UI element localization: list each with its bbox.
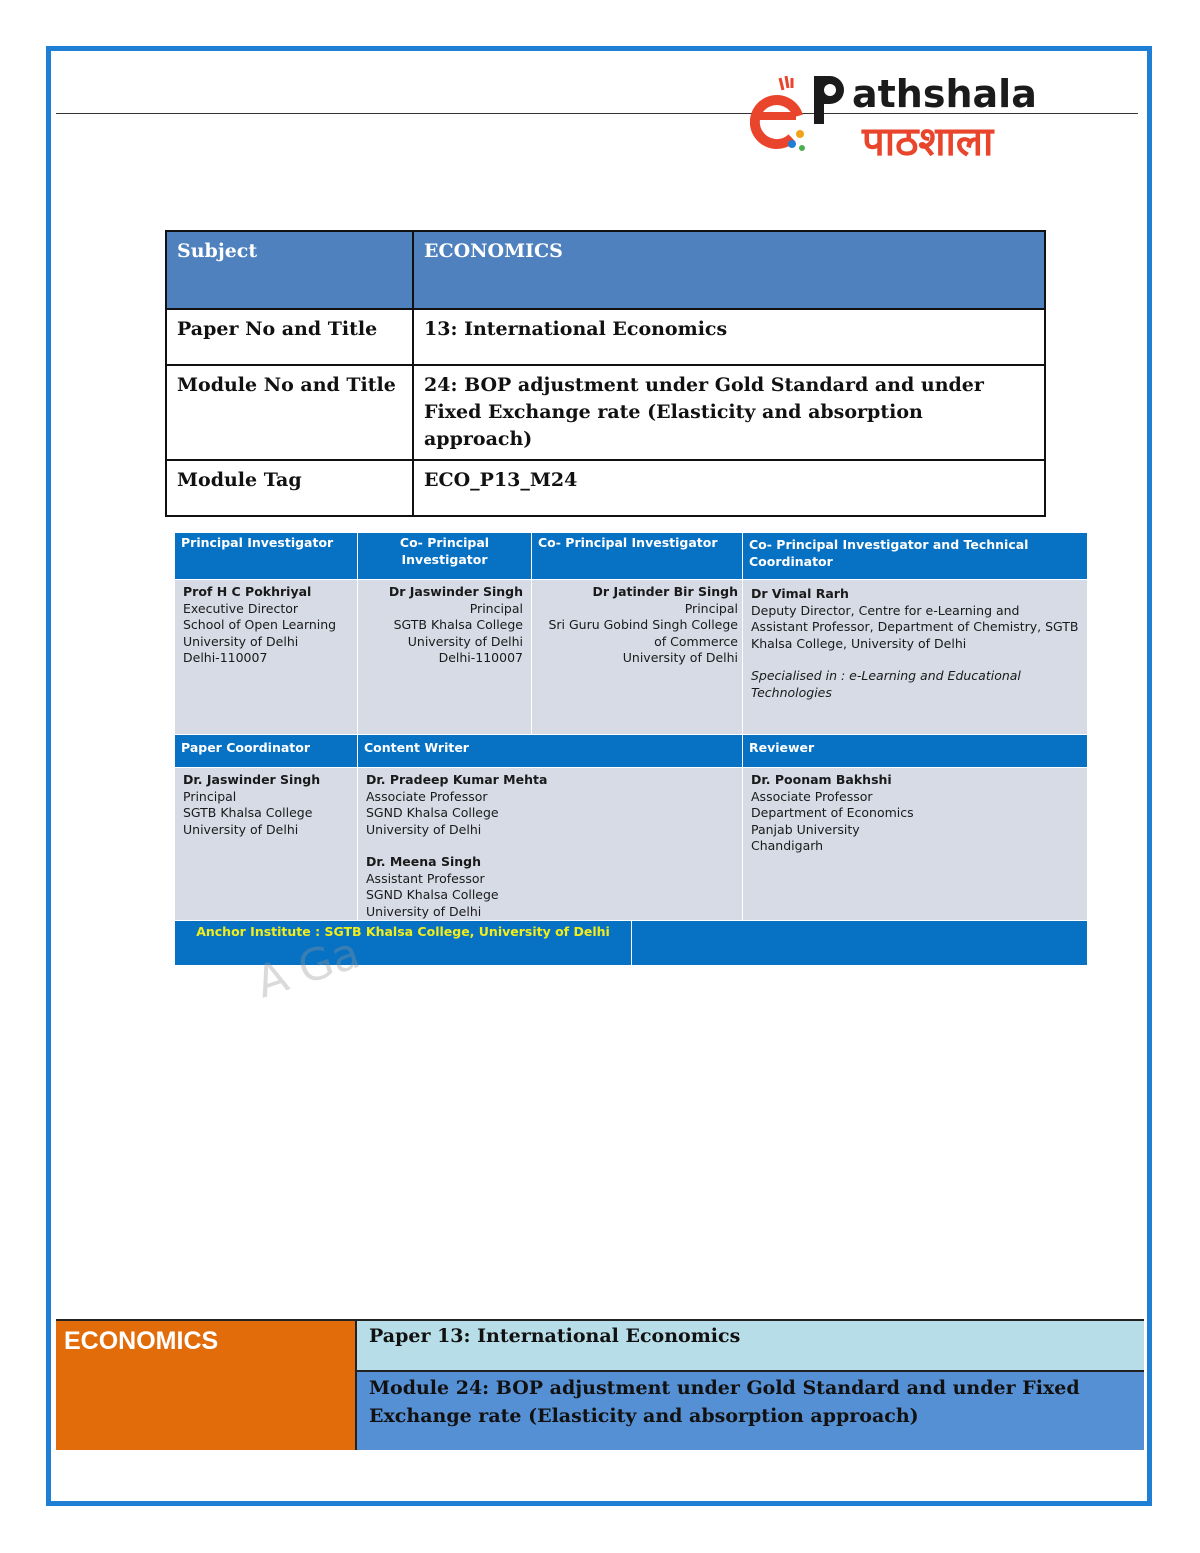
paper-coordinator-name: Dr. Jaswinder Singh	[183, 772, 321, 787]
content-writer-line: University of Delhi	[366, 821, 482, 837]
pi-line: Executive Director	[183, 600, 299, 616]
reviewer-line: Associate Professor	[751, 788, 873, 804]
copi-3-cell	[743, 580, 1087, 734]
footer-subject-box	[56, 1319, 357, 1450]
copi-2-line: Principal	[684, 600, 738, 616]
content-writer-line: Assistant Professor	[366, 870, 485, 886]
info-row-paper	[166, 309, 1045, 365]
watermark: A Ga	[250, 927, 366, 1009]
reviewer-line: Department of Economics	[751, 805, 914, 820]
copi-2-cell	[532, 580, 742, 734]
info-value: ECONOMICS	[413, 231, 1045, 309]
header-copi-1: Co- Principal Investigator	[358, 533, 531, 579]
header-pi: Principal Investigator	[175, 533, 357, 579]
info-value: 13: International Economics	[413, 309, 1045, 365]
info-row-module	[166, 365, 1045, 460]
info-label: Subject	[166, 231, 413, 309]
logo-text-hi: पाठशाला	[862, 119, 994, 165]
credits-table	[175, 533, 1087, 965]
copi-3-desc: Deputy Director, Centre for e-Learning and Assistant Professor, Department of Chemistry, SGTB Khalsa College, University of Delhi	[751, 602, 1079, 651]
epathshala-logo	[750, 66, 1100, 166]
copi-3-specialised: Specialised in : e-Learning and Educational Technologies	[751, 668, 1021, 700]
pi-line: Delhi-110007	[183, 650, 268, 665]
content-writer-line: University of Delhi	[366, 903, 482, 919]
header-copi-2: Co- Principal Investigator	[532, 533, 742, 579]
info-label: Module Tag	[166, 460, 413, 516]
content-writer-name: Dr. Pradeep Kumar Mehta	[366, 772, 548, 787]
info-value: 24: BOP adjustment under Gold Standard and under Fixed Exchange rate (Elasticity and absorption approach)	[413, 365, 1045, 460]
content-writer-line: Associate Professor	[366, 788, 488, 804]
copi-1-line: Delhi-110007	[438, 650, 523, 665]
logo-p-icon	[806, 72, 850, 128]
paper-coordinator-cell	[175, 768, 357, 920]
header-content-writer: Content Writer	[358, 735, 742, 767]
paper-coordinator-line: SGTB Khalsa College	[183, 805, 313, 820]
pi-name: Prof H C Pokhriyal	[183, 584, 312, 599]
footer-subject: ECONOMICS	[64, 1327, 219, 1355]
content-writer-cell	[358, 768, 742, 920]
content-writer-name: Dr. Meena Singh	[366, 854, 481, 869]
copi-2-line: Sri Guru Gobind Singh College of Commerce	[548, 617, 738, 649]
copi-1-line: Principal	[469, 600, 523, 616]
paper-coordinator-line: Principal	[183, 788, 237, 804]
reviewer-cell	[743, 768, 1087, 920]
copi-1-cell	[358, 580, 531, 734]
logo-e-icon	[750, 76, 806, 166]
info-row-tag	[166, 460, 1045, 516]
copi-1-line: SGTB Khalsa College	[393, 617, 523, 632]
copi-2-line: University of Delhi	[622, 650, 738, 665]
header-paper-coordinator: Paper Coordinator	[175, 735, 357, 767]
copi-1-line: University of Delhi	[407, 633, 523, 649]
copi-1-name: Dr Jaswinder Singh	[388, 584, 523, 599]
info-label: Paper No and Title	[166, 309, 413, 365]
info-row-subject	[166, 231, 1045, 309]
reviewer-line: Chandigarh	[751, 838, 824, 853]
paper-coordinator-line: University of Delhi	[183, 821, 299, 837]
reviewer-line: Panjab University	[751, 821, 860, 837]
footer-module: Module 24: BOP adjustment under Gold Standard and under Fixed Exchange rate (Elasticity and absorption approach)	[357, 1372, 1144, 1450]
copi-2-name: Dr Jatinder Bir Singh	[592, 584, 738, 599]
info-label: Module No and Title	[166, 365, 413, 460]
copi-3-name: Dr Vimal Rarh	[751, 586, 849, 601]
reviewer-name: Dr. Poonam Bakhshi	[751, 772, 892, 787]
content-writer-line: SGND Khalsa College	[366, 805, 499, 820]
pi-line: School of Open Learning	[183, 617, 337, 632]
header-reviewer: Reviewer	[743, 735, 1087, 767]
pi-cell	[175, 580, 357, 734]
logo-text-en: athshala	[852, 72, 1037, 116]
footer-paper: Paper 13: International Economics	[357, 1319, 1144, 1372]
anchor-institute: Anchor Institute : SGTB Khalsa College, University of Delhi	[175, 921, 631, 965]
header-copi-3: Co- Principal Investigator and Technical Coordinator	[743, 533, 1087, 579]
pi-line: University of Delhi	[183, 633, 299, 649]
content-writer-line: SGND Khalsa College	[366, 887, 499, 902]
module-info-table	[165, 230, 1046, 517]
info-value: ECO_P13_M24	[413, 460, 1045, 516]
anchor-blank-cell	[632, 921, 1087, 965]
